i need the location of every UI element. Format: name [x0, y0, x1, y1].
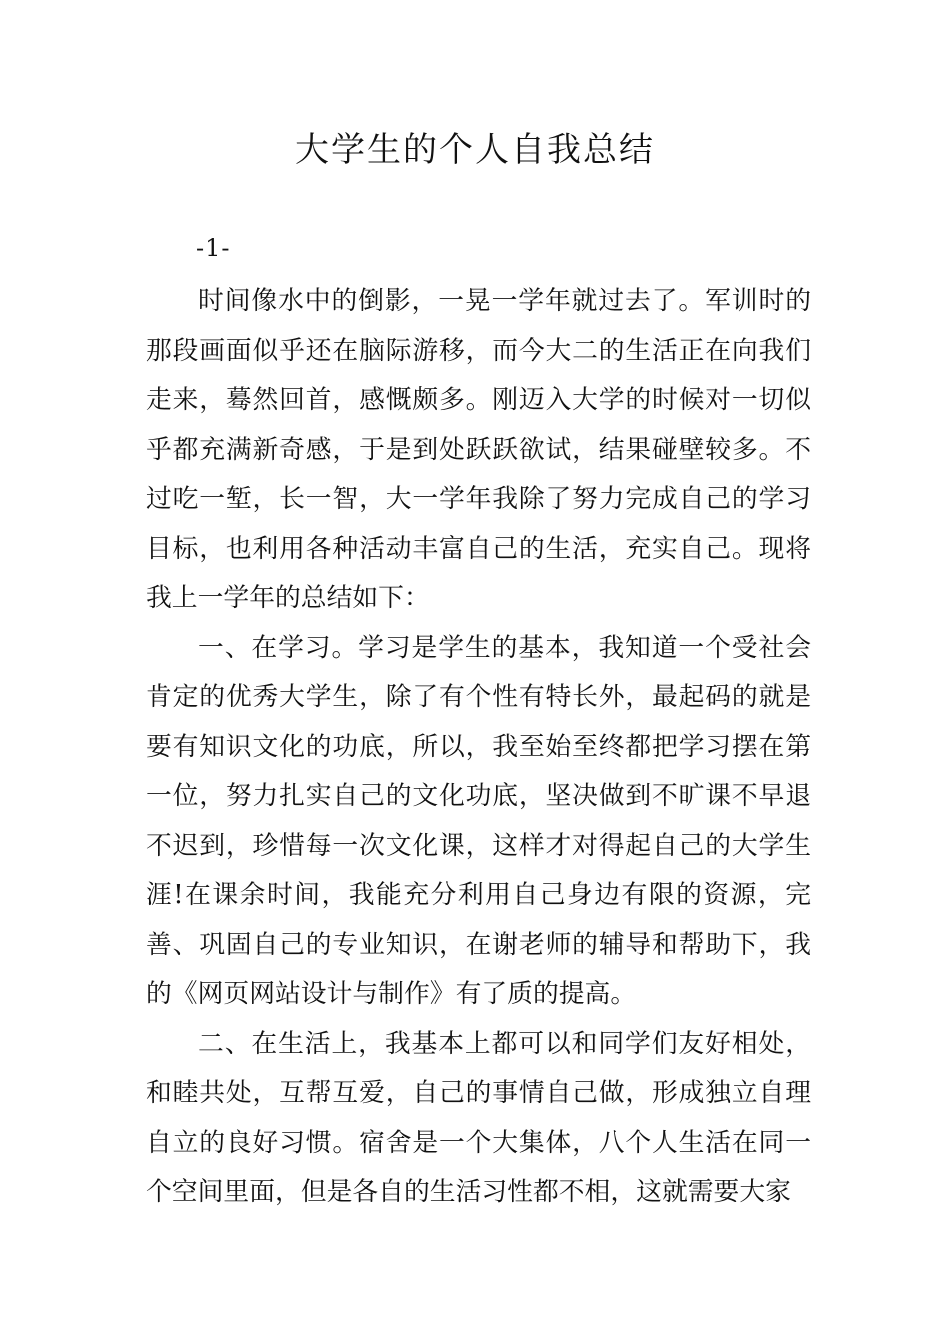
page-number: -1-: [196, 234, 231, 262]
paragraph-study: 一、在学习。学习是学生的基本，我知道一个受社会肯定的优秀大学生，除了有个性有特长外，最起码的就是要有知识文化的功底，所以，我至始至终都把学习摆在第一位，努力扎实自己的文化功底，坚决做到不旷课不早退不迟到，珍惜每一次文化课，这样才对得起自己的大学生涯!在课余时间，我能充分利用自己身边有限的资源，完善、巩固自己的专业知识，在谢老师的辅导和帮助下，我的《网页网站设计与制作》有了质的提高。: [146, 632, 811, 1009]
paragraph-intro: 时间像水中的倒影，一晃一学年就过去了。军训时的那段画面似乎还在脑际游移，而今大二的生活正在向我们走来，蓦然回首，感慨颇多。刚迈入大学的时候对一切似乎都充满新奇感，于是到处跃跃欲试，结果碰壁较多。不过吃一堑，长一智，大一学年我除了努力完成自己的学习目标，也利用各种活动丰富自己的生活，充实自己。现将我上一学年的总结如下：: [146, 286, 811, 613]
paragraph-life: 二、在生活上，我基本上都可以和同学们友好相处，和睦共处，互帮互爱，自己的事情自己做，形成独立自理自立的良好习惯。宿舍是一个大集体，八个人生活在同一个空间里面，但是各自的生活习性都不相，这就需要大家: [146, 1028, 811, 1207]
document-body: [146, 277, 811, 1218]
document-title: 大学生的个人自我总结: [295, 130, 655, 170]
